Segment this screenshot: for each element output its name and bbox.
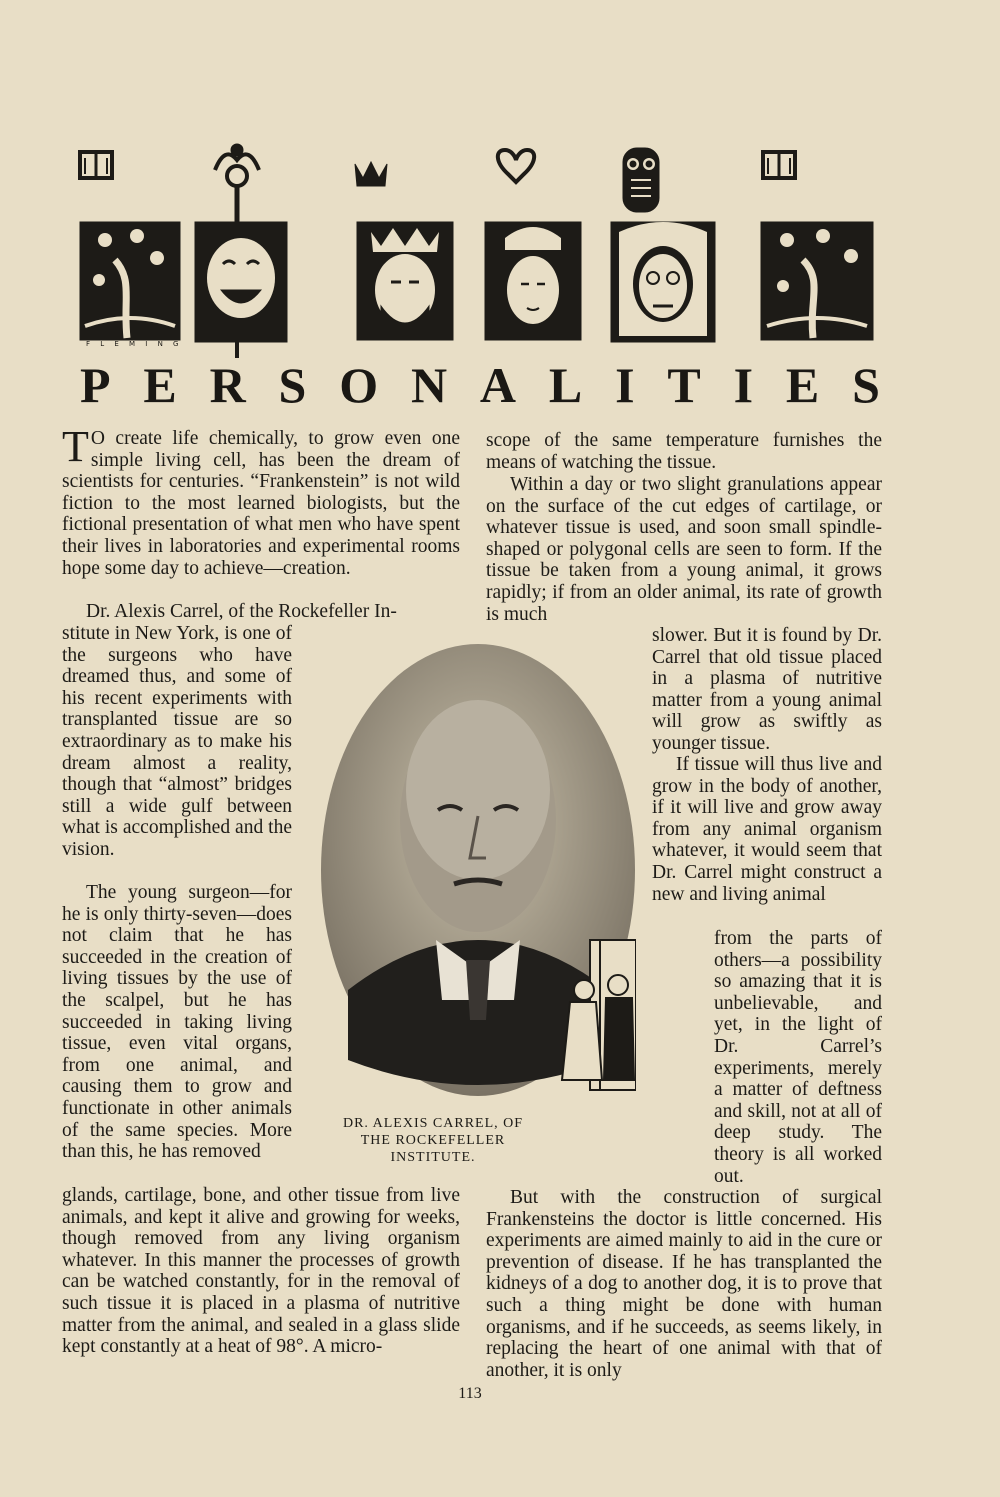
paragraph: glands, cartilage, bone, and other tissue from live animals, and kept it alive and growing for weeks, though removed from any living organism whatever. In this manner the processes of growth can be watched constantly, for in the removal of such tissue it is placed in a plasma of nutritive matter from the animal, and sealed in a glass slide kept constantly at a heat of 98°. A micro- (62, 1185, 460, 1358)
title-letter: I (733, 357, 754, 413)
title-letter: L (548, 357, 583, 413)
owl-icon (623, 148, 659, 212)
title-letter: P (80, 357, 111, 413)
caption-line: DR. ALEXIS CARREL, OF (342, 1116, 524, 1131)
title-letter: A (479, 357, 517, 413)
section-title (80, 355, 880, 415)
book-icon (763, 152, 795, 178)
paragraph: But with the construction of surgical Frankensteins the doctor is little concerned. His experiments are aimed mainly to aid in the cure or prevention of disease. If he has transplanted the kidneys of a dog to another dog, it is to prove that such a thing might be done with human organisms, and if he succeeds, as seems likely, in replacing the heart of one animal with that of another, it is only (486, 1187, 882, 1381)
photo-caption (320, 1115, 546, 1166)
crown-icon (355, 162, 387, 186)
title-letter: O (339, 357, 379, 413)
artist-signature: F L E M I N G (86, 340, 183, 348)
title-letter: I (615, 357, 635, 413)
page-number: 113 (458, 1385, 482, 1402)
title-letter: S (852, 357, 880, 413)
judge-face-panel (611, 222, 715, 342)
paragraph: stitute in New York, is one of the surgeons who have dreamed thus, and some of his recent experiments with transplanted tissue are so extraordinary as to make his dream almost a reality, though that “almost” bridges still a wide gulf between what is accomplished and the vision. (62, 623, 292, 860)
title-letter: R (209, 357, 246, 413)
king-face-panel (357, 222, 453, 340)
title-letter: E (143, 357, 177, 413)
decorative-banner (75, 140, 885, 360)
paragraph: Within a day or two slight granulations appear on the surface of the cut edges of cartilage, or whatever tissue is used, and soon small spindle-shaped or polygonal cells are seen to form. If the tissue be taken from a young animal, it grows rapidly; if from an older animal, its rate of growth is much (486, 474, 882, 625)
caption-line: THE ROCKEFELLER (360, 1133, 506, 1148)
paragraph: If tissue will thus live and grow in the body of another, if it will live and grow away from any animal organism whatever, it would seem that Dr. Carrel might construct a new and living animal (652, 754, 882, 905)
paragraph (62, 422, 460, 579)
paragraph: slower. But it is found by Dr. Carrel that old tissue placed in a plasma of nutritive matter from a young animal will grow as swiftly as younger tissue. (652, 625, 882, 754)
tree-panel (761, 222, 873, 340)
paragraph: scope of the same temperature furnishes the means of watching the tissue. (486, 430, 882, 473)
portrait-photo (318, 640, 636, 1098)
tree-panel (80, 222, 180, 340)
paragraph: Dr. Alexis Carrel, of the Rockefeller In- (86, 601, 397, 622)
title-letter: E (785, 357, 820, 413)
heart-icon (498, 150, 534, 182)
title-letter: T (667, 357, 701, 413)
paragraph: from the parts of others—a possibility so amazing that it is unbelievable, and yet, in the light of Dr. Carrel’s experiments, merely a matter of deftness and skill, not at all of deep study. The theory is all worked out. (714, 928, 882, 1187)
book-icon (80, 152, 112, 178)
lady-face-panel (485, 222, 581, 340)
paragraph: The young surgeon—for he is only thirty-seven—does not claim that he has succeeded in the creation of living tissues by the use of the scalpel, but he has succeeded in taking living tissue, even vital organs, from one animal, and causing them to grow and functionate in other animals of the same species. More than this, he has removed (62, 882, 292, 1163)
jester-face-panel (195, 222, 287, 342)
paragraph-text: O create life chemically, to grow even one simple living cell, has been the dream of scientists for centuries. “Frankenstein” is not wild fiction to the most learned biologists, but the fictional presentation of what men who have spent their lives in laboratories and experimental rooms hope some day to achieve—creation. (62, 428, 460, 579)
drop-cap: T (62, 422, 89, 471)
title-letter: S (278, 357, 307, 413)
caption-line: INSTITUTE. (390, 1150, 476, 1165)
title-letter: N (410, 357, 448, 413)
